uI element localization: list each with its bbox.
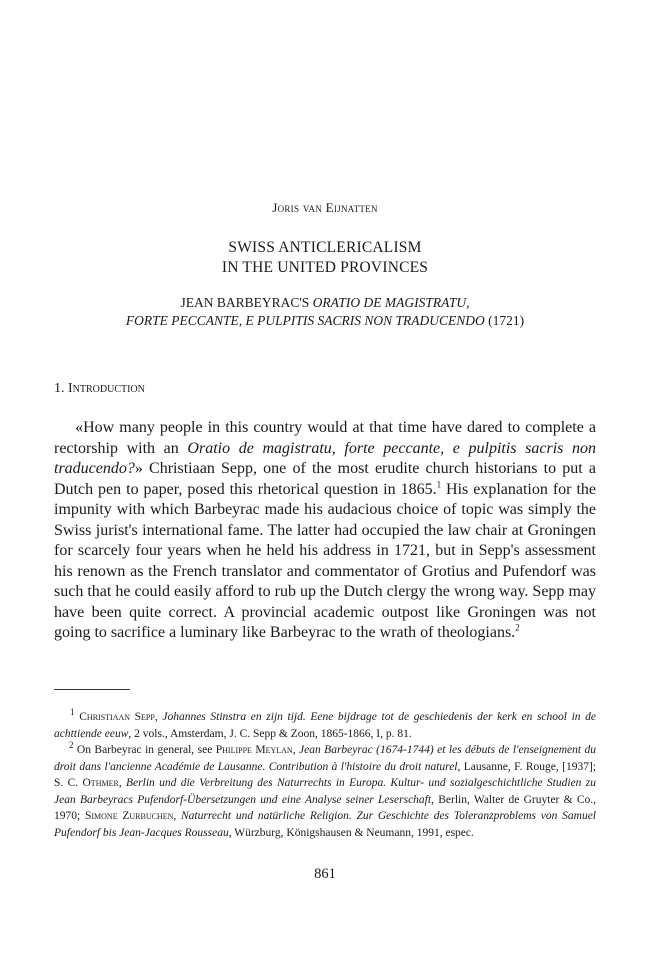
section-title: Introduction: [68, 381, 145, 396]
footnote-rule: [54, 689, 130, 690]
title-line-2: IN THE UNITED PROVINCES: [221, 259, 429, 276]
footnote-2: [54, 742, 596, 841]
footnote-2-author-3: Simone Zurbuchen: [84, 810, 174, 822]
author-name: Joris van Eijnatten: [272, 200, 378, 215]
footnote-2-text-g: , Würzburg, Königshausen & Neumann, 1991, espec.: [228, 826, 474, 839]
paragraph-text-2: » Christiaan Sepp, one of the most erudite church historians to put a Dutch pen to paper, posed this rhetorical question in 1865.: [54, 460, 596, 498]
footnote-2-marker: 2: [68, 740, 74, 751]
footnote-ref-2[interactable]: 2: [515, 622, 520, 633]
article-subtitle: [0, 294, 650, 330]
subtitle-italic-2: FORTE PECCANTE, E PULPITIS SACRIS NON TRADUCENDO: [125, 313, 485, 328]
section-heading: [54, 381, 145, 397]
title-line-1: SWISS ANTICLERICALISM: [228, 239, 422, 256]
footnote-2-author-1: Philippe Meylan: [215, 744, 293, 756]
subtitle-roman-1: JEAN BARBEYRAC'S: [180, 295, 313, 310]
footnote-1-rest: , 2 vols., Amsterdam, J. C. Sepp & Zoon, 1865-1866, I, p. 81.: [128, 727, 412, 740]
footnote-2-text-e: , Berlin, Walter de Gruyter & Co., 1970;: [54, 793, 597, 822]
section-number: 1.: [54, 381, 65, 396]
subtitle-line-2: [0, 312, 650, 330]
article-title: [0, 238, 650, 278]
footnote-2-title-3: Naturrecht und natürliche Religion. Zur Geschichte des Toleranzproblems von Samuel Pufendorf bis Jean-Jacques Rousseau: [54, 810, 596, 839]
footnote-2-title-2: Berlin und die Verbreitung des Naturrechts in Europa. Kultur- und sozialgeschichtliche Studien zu Jean Barbeyracs Pufendorf-Übersetzungen und eine Analyse seiner Leserschaft: [54, 777, 596, 806]
footnote-1-marker: 1: [70, 707, 75, 718]
paragraph: [54, 418, 596, 644]
paragraph-text-3: His explanation for the impunity with which Barbeyrac made his audacious choice of topic was simply the Swiss jurist's international fame. The latter had occupied the law chair at Groningen for scarcely four years when he held his address in 1721, but in Sepp's assessment his renown as the French translator and commentator of Grotius and Pufendorf was such that he could easily afford to rub up the Dutch clergy the wrong way. Sepp may have been quite correct. A provincial academic outpost like Groningen was not going to sacrifice a luminary like Barbeyrac to the wrath of theologians.: [54, 480, 596, 641]
footnote-2-title-1: Jean Barbeyrac (1674-1744) et les débuts de l'enseignement du droit dans l'ancienne Académie de Lausanne. Contribution à l'histoire du droit naturel: [54, 744, 596, 773]
footnote-2-text-c: , Lausanne, F. Rouge, [1937]; S. C.: [54, 760, 597, 789]
footnote-1-title: Johannes Stinstra en zijn tijd. Eene bijdrage tot de geschiedenis der kerk en school in de achttiende eeuw: [54, 711, 597, 740]
footnote-2-text-f: ,: [173, 810, 182, 822]
paragraph-italic-title: Oratio de magistratu, forte peccante, e pulpitis sacris non traducendo?: [54, 439, 596, 477]
body-text: [54, 418, 596, 644]
footnote-1-author: Christiaan Sepp: [79, 711, 155, 723]
footnote-1-sep: ,: [154, 711, 163, 723]
footnote-2-text-b: ,: [292, 744, 300, 756]
subtitle-line-1: [0, 294, 650, 312]
footnotes: [54, 709, 596, 841]
subtitle-italic-1: ORATIO DE MAGISTRATU,: [312, 295, 470, 310]
subtitle-roman-2: (1721): [484, 313, 525, 328]
footnote-2-text-d: ,: [118, 777, 127, 789]
page-number: 861: [314, 866, 336, 882]
footnote-ref-1[interactable]: 1: [436, 479, 442, 490]
footnote-1: [54, 709, 596, 742]
footnote-2-author-2: Othmer: [82, 777, 119, 789]
footnote-2-text-a: On Barbeyrac in general, see: [73, 744, 216, 756]
paragraph-text-1: «How many people in this country would at that time have dared to complete a rectorship with an: [54, 419, 597, 457]
